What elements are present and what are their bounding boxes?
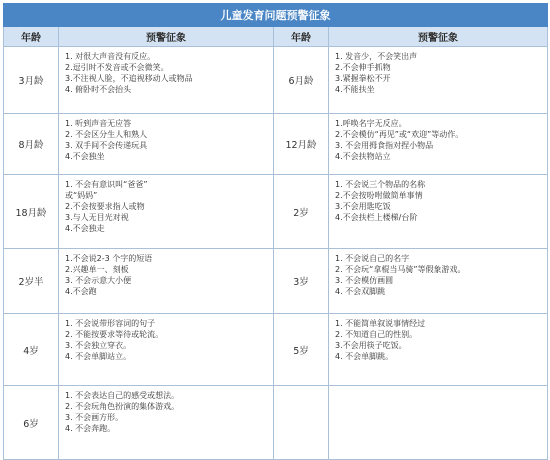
header-signs-right: 预警征象 (329, 27, 548, 47)
sign-item: 3. 双手间不会传递玩具 (65, 141, 148, 150)
sign-item: 2.逗引时不发音或不会微笑。 (65, 63, 169, 72)
signs-cell (59, 386, 274, 460)
sign-item: 2.不会伸手抓物 (335, 63, 391, 72)
signs-cell (59, 114, 274, 175)
sign-item: 3.紧握拳松不开 (335, 74, 391, 83)
age-cell: 2岁半 (4, 249, 59, 314)
table-row (4, 114, 548, 175)
table-row (4, 249, 548, 314)
sign-item: 1. 不会说带形容词的句子 (65, 319, 156, 328)
sign-item: 1. 不会说三个物品的名称 (335, 180, 426, 189)
header-signs-left: 预警征象 (59, 27, 274, 47)
signs-cell (329, 47, 548, 114)
sign-item: 4. 不会双脚跳 (335, 287, 386, 296)
warning-signs-table-container (3, 3, 547, 460)
sign-item: 2.兴趣单一、刻板 (65, 265, 129, 274)
sign-item: 3. 不会模仿画圆 (335, 276, 394, 285)
sign-item: 3.不会用匙吃饭 (335, 202, 391, 211)
sign-item: 1. 不能简单叙说事情经过 (335, 319, 426, 328)
sign-item: 1. 发音少，不会笑出声 (335, 52, 418, 61)
sign-item: 1. 对很大声音没有反应。 (65, 52, 156, 61)
age-cell: 2岁 (274, 175, 329, 249)
header-row (4, 27, 548, 47)
sign-item: 3. 不会画方形。 (65, 413, 124, 422)
sign-item: 2. 不会玩角色扮演的集体游戏。 (65, 402, 180, 411)
sign-item: 4.不会独走 (65, 224, 105, 233)
age-cell: 3月龄 (4, 47, 59, 114)
age-cell: 12月龄 (274, 114, 329, 175)
sign-item: 4.不会跑 (65, 287, 97, 296)
table-row (4, 175, 548, 249)
table-row (4, 47, 548, 114)
sign-item: 4.不会独坐 (65, 152, 105, 161)
age-cell: 3岁 (274, 249, 329, 314)
table-title: 儿童发育问题预警征象 (4, 4, 548, 27)
age-cell-empty (274, 386, 329, 460)
sign-item: 2. 不能按要求等待或轮流。 (65, 330, 164, 339)
sign-item: 4. 不会单脚站立。 (65, 352, 132, 361)
signs-cell (329, 175, 548, 249)
sign-item: 2.不会模仿“再见”或“欢迎”等动作。 (335, 130, 464, 139)
signs-cell (59, 249, 274, 314)
age-cell: 18月龄 (4, 175, 59, 249)
sign-item: 3. 不会独立穿衣。 (65, 341, 132, 350)
header-age-left: 年龄 (4, 27, 59, 47)
sign-item: 2. 不会区分生人和熟人 (65, 130, 148, 139)
age-cell: 8月龄 (4, 114, 59, 175)
sign-item: 3.不注视人脸，不追视移动人或物品 (65, 74, 193, 83)
signs-cell (59, 47, 274, 114)
sign-item: 4. 不会奔跑。 (65, 424, 116, 433)
sign-item: 1.不会说2-3 个字的短语 (65, 254, 153, 263)
sign-item: 4.不能扶坐 (335, 85, 375, 94)
sign-item: 2. 不会玩“拿棍当马骑”等假象游戏。 (335, 265, 466, 274)
sign-item: 3. 不会用拇食指对捏小物品 (335, 141, 434, 150)
signs-cell-empty (329, 386, 548, 460)
signs-cell (59, 314, 274, 386)
sign-item: 1. 不会有意识叫“爸爸” (65, 180, 148, 189)
sign-item: 或“妈妈” (65, 191, 98, 200)
sign-item: 4.不会扶物站立 (335, 152, 391, 161)
sign-item: 2.不会按要求指人或物 (65, 202, 145, 211)
signs-cell (329, 314, 548, 386)
sign-item: 4. 俯卧时不会抬头 (65, 85, 132, 94)
sign-item: 4.不会扶栏上楼梯/台阶 (335, 213, 418, 222)
sign-item: 1.呼唤名字无反应。 (335, 119, 407, 128)
age-cell: 6岁 (4, 386, 59, 460)
sign-item: 3.与人无目光对视 (65, 213, 129, 222)
age-cell: 6月龄 (274, 47, 329, 114)
sign-item: 2. 不知道自己的性别。 (335, 330, 418, 339)
sign-item: 4. 不会单脚跳。 (335, 352, 394, 361)
sign-item: 1. 不会说自己的名字 (335, 254, 410, 263)
warning-signs-table (3, 3, 548, 460)
sign-item: 1. 听到声音无应答 (65, 119, 132, 128)
header-age-right: 年龄 (274, 27, 329, 47)
signs-cell (329, 114, 548, 175)
signs-cell (329, 249, 548, 314)
signs-cell (59, 175, 274, 249)
sign-item: 3.不会用筷子吃饭。 (335, 341, 407, 350)
table-row (4, 386, 548, 460)
title-row (4, 4, 548, 27)
sign-item: 3. 不会示意大小便 (65, 276, 132, 285)
sign-item: 2.不会按吩咐做简单事情 (335, 191, 423, 200)
age-cell: 5岁 (274, 314, 329, 386)
age-cell: 4岁 (4, 314, 59, 386)
table-row (4, 314, 548, 386)
sign-item: 1. 不会表达自己的感受或想法。 (65, 391, 180, 400)
